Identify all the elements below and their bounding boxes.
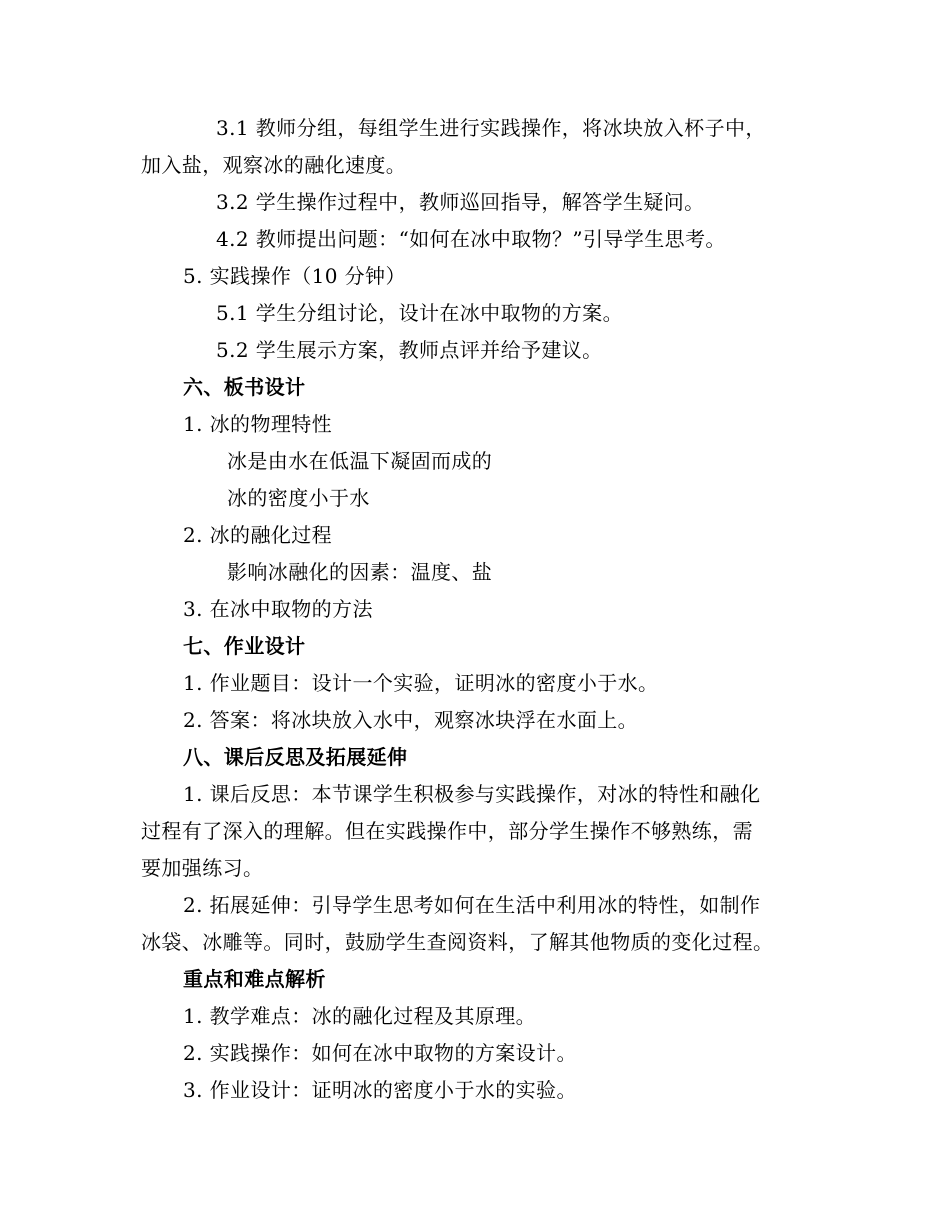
sub-item: 影响冰融化的因素：温度、盐 [227,560,493,584]
section-heading: 重点和难点解析 [183,967,326,991]
list-item: 5. 实践操作（10 分钟） [183,264,406,288]
list-item: 3. 作业设计：证明冰的密度小于水的实验。 [183,1078,577,1102]
paragraph-line: 5.2 学生展示方案，教师点评并给予建议。 [216,338,603,362]
paragraph-line: 1. 课后反思：本节课学生积极参与实践操作，对冰的特性和融化 [183,782,761,806]
list-item: 2. 冰的融化过程 [183,523,333,547]
section-heading: 七、作业设计 [183,634,306,658]
paragraph-line: 过程有了深入的理解。但在实践操作中，部分学生操作不够熟练，需 [141,819,753,843]
paragraph-line: 加入盐，观察冰的融化速度。 [141,153,407,177]
section-heading: 六、板书设计 [183,375,306,399]
paragraph-line: 2. 拓展延伸：引导学生思考如何在生活中利用冰的特性，如制作 [183,893,761,917]
sub-item: 冰的密度小于水 [227,486,370,510]
paragraph-line: 要加强练习。 [141,856,264,880]
list-item: 1. 冰的物理特性 [183,412,333,436]
list-item: 3. 在冰中取物的方法 [183,597,373,621]
list-item: 2. 实践操作：如何在冰中取物的方案设计。 [183,1041,577,1065]
list-item: 2. 答案：将冰块放入水中，观察冰块浮在水面上。 [183,708,639,732]
list-item: 1. 教学难点：冰的融化过程及其原理。 [183,1004,537,1028]
sub-item: 冰是由水在低温下凝固而成的 [227,449,493,473]
paragraph-line: 5.1 学生分组讨论，设计在冰中取物的方案。 [216,301,623,325]
paragraph-line: 3.2 学生操作过程中，教师巡回指导，解答学生疑问。 [216,190,705,214]
section-heading: 八、课后反思及拓展延伸 [183,745,408,769]
paragraph-line: 4.2 教师提出问题：“如何在冰中取物？”引导学生思考。 [216,227,726,251]
list-item: 1. 作业题目：设计一个实验，证明冰的密度小于水。 [183,671,659,695]
paragraph-line: 冰袋、冰雕等。同时，鼓励学生查阅资料，了解其他物质的变化过程。 [141,930,774,954]
paragraph-line: 3.1 教师分组，每组学生进行实践操作，将冰块放入杯子中， [216,116,766,140]
